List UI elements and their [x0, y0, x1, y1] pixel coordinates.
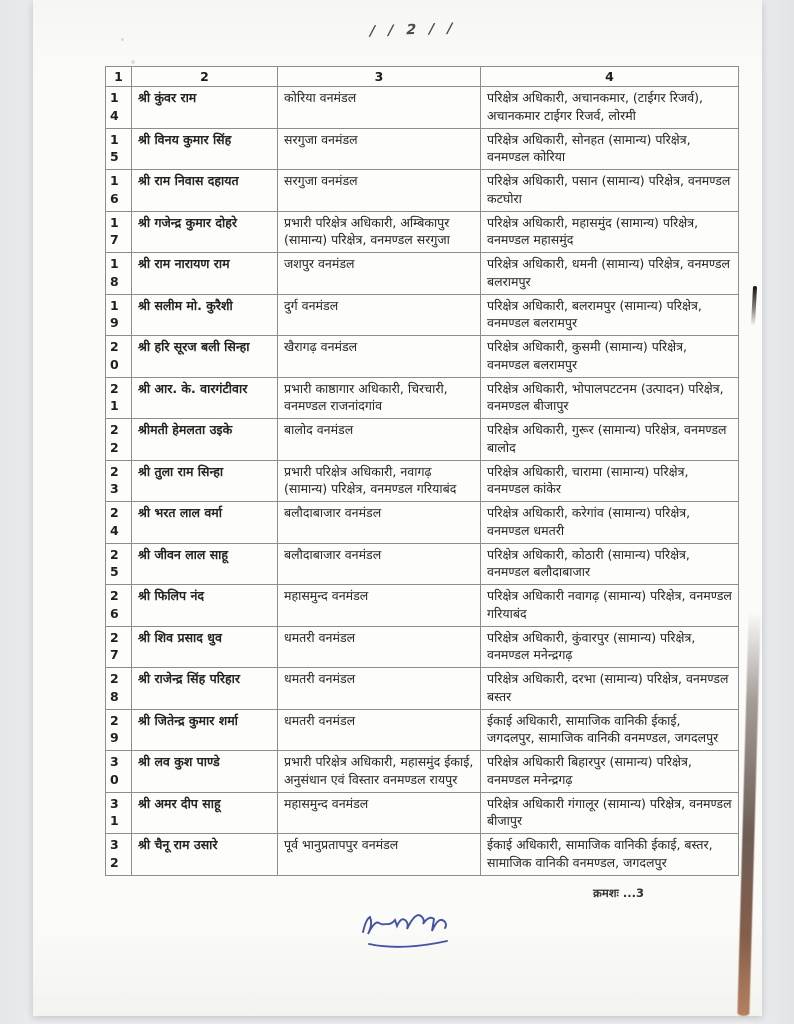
row-current-posting: दुर्ग वनमंडल — [278, 294, 481, 336]
row-new-posting: परिक्षेत्र अधिकारी, भोपालपटटनम (उत्पादन) परिक्षेत्र, वनमण्डल बीजापुर — [481, 377, 739, 419]
header-col-4: 4 — [481, 67, 739, 87]
row-officer-name: श्री भरत लाल वर्मा — [132, 502, 278, 544]
table-row — [106, 87, 739, 129]
table-header-row — [106, 67, 739, 87]
row-new-posting: परिक्षेत्र अधिकारी, कुंवारपुर (सामान्य) परिक्षेत्र, वनमण्डल मनेन्द्रगढ़ — [481, 626, 739, 668]
row-new-posting: परिक्षेत्र अधिकारी, धमनी (सामान्य) परिक्षेत्र, वनमण्डल बलरामपुर — [481, 253, 739, 295]
row-current-posting: प्रभारी परिक्षेत्र अधिकारी, नवागढ़ (सामान्य) परिक्षेत्र, वनमण्डल गरियाबंद — [278, 460, 481, 502]
row-current-posting: सरगुजा वनमंडल — [278, 128, 481, 170]
row-current-posting: बलौदाबाजार वनमंडल — [278, 502, 481, 544]
row-new-posting: परिक्षेत्र अधिकारी, बलरामपुर (सामान्य) परिक्षेत्र, वनमण्डल बलरामपुर — [481, 294, 739, 336]
row-current-posting: महासमुन्द वनमंडल — [278, 585, 481, 627]
row-officer-name: श्री राम नारायण राम — [132, 253, 278, 295]
row-current-posting: पूर्व भानुप्रतापपुर वनमंडल — [278, 834, 481, 876]
row-officer-name: श्री आर. के. वारगंटीवार — [132, 377, 278, 419]
row-officer-name: श्री फिलिप नंद — [132, 585, 278, 627]
row-current-posting: बलौदाबाजार वनमंडल — [278, 543, 481, 585]
header-col-1: 1 — [106, 67, 132, 87]
table-row — [106, 543, 739, 585]
row-serial-number: 21 — [106, 377, 132, 419]
table-row — [106, 502, 739, 544]
row-officer-name: श्री शिव प्रसाद धुव — [132, 626, 278, 668]
row-new-posting: परिक्षेत्र अधिकारी, गुरूर (सामान्य) परिक्षेत्र, वनमण्डल बालोद — [481, 419, 739, 461]
row-officer-name: श्री विनय कुमार सिंह — [132, 128, 278, 170]
row-new-posting: परिक्षेत्र अधिकारी, कुसमी (सामान्य) परिक्षेत्र, वनमण्डल बलरामपुर — [481, 336, 739, 378]
row-officer-name: श्रीमती हेमलता उइके — [132, 419, 278, 461]
table-row — [106, 585, 739, 627]
header-col-3: 3 — [278, 67, 481, 87]
row-officer-name: श्री अमर दीप साहू — [132, 792, 278, 834]
table-row — [106, 377, 739, 419]
table-row — [106, 834, 739, 876]
row-officer-name: श्री राम निवास दहायत — [132, 170, 278, 212]
row-current-posting: धमतरी वनमंडल — [278, 626, 481, 668]
row-current-posting: कोरिया वनमंडल — [278, 87, 481, 129]
paper-speck — [121, 38, 124, 41]
row-current-posting: धमतरी वनमंडल — [278, 709, 481, 751]
table-row — [106, 128, 739, 170]
row-current-posting: जशपुर वनमंडल — [278, 253, 481, 295]
row-officer-name: श्री राजेन्द्र सिंह परिहार — [132, 668, 278, 710]
row-serial-number: 19 — [106, 294, 132, 336]
header-col-2: 2 — [132, 67, 278, 87]
row-serial-number: 27 — [106, 626, 132, 668]
row-new-posting: परिक्षेत्र अधिकारी, पसान (सामान्य) परिक्षेत्र, वनमण्डल कटघोरा — [481, 170, 739, 212]
table-row — [106, 170, 739, 212]
row-current-posting: बालोद वनमंडल — [278, 419, 481, 461]
continuation-note: क्रमशः ...3 — [593, 886, 644, 900]
row-serial-number: 20 — [106, 336, 132, 378]
row-new-posting: परिक्षेत्र अधिकारी गंगालूर (सामान्य) परिक्षेत्र, वनमण्डल बीजापुर — [481, 792, 739, 834]
row-new-posting: परिक्षेत्र अधिकारी, कोठारी (सामान्य) परिक्षेत्र, वनमण्डल बलौदाबाजार — [481, 543, 739, 585]
row-current-posting: प्रभारी काष्ठागार अधिकारी, चिरचारी, वनमण्डल राजनांदगांव — [278, 377, 481, 419]
row-serial-number: 32 — [106, 834, 132, 876]
table-row — [106, 626, 739, 668]
row-serial-number: 31 — [106, 792, 132, 834]
handwritten-page-number: / / 2 / / — [368, 20, 458, 40]
row-serial-number: 16 — [106, 170, 132, 212]
table-row — [106, 460, 739, 502]
table-row — [106, 751, 739, 793]
row-serial-number: 26 — [106, 585, 132, 627]
row-new-posting: परिक्षेत्र अधिकारी, करेगांव (सामान्य) परिक्षेत्र, वनमण्डल धमतरी — [481, 502, 739, 544]
row-serial-number: 30 — [106, 751, 132, 793]
row-serial-number: 22 — [106, 419, 132, 461]
table-row — [106, 336, 739, 378]
row-officer-name: श्री हरि सूरज बली सिन्हा — [132, 336, 278, 378]
row-serial-number: 29 — [106, 709, 132, 751]
row-serial-number: 28 — [106, 668, 132, 710]
row-officer-name: श्री सलीम मो. कुरैशी — [132, 294, 278, 336]
row-new-posting: परिक्षेत्र अधिकारी, अचानकमार, (टाईगर रिजर्व), अचानकमार टाईगर रिजर्व, लोरमी — [481, 87, 739, 129]
row-new-posting: परिक्षेत्र अधिकारी नवागढ़ (सामान्य) परिक्षेत्र, वनमण्डल गरियाबंद — [481, 585, 739, 627]
table-row — [106, 253, 739, 295]
table-body — [106, 87, 739, 876]
row-current-posting: प्रभारी परिक्षेत्र अधिकारी, अम्बिकापुर (सामान्य) परिक्षेत्र, वनमण्डल सरगुजा — [278, 211, 481, 253]
row-serial-number: 23 — [106, 460, 132, 502]
row-new-posting: परिक्षेत्र अधिकारी, चारामा (सामान्य) परिक्षेत्र, वनमण्डल कांकेर — [481, 460, 739, 502]
table-row — [106, 419, 739, 461]
document-sheet — [33, 0, 762, 1016]
row-current-posting: सरगुजा वनमंडल — [278, 170, 481, 212]
transfer-posting-table — [105, 66, 739, 876]
row-serial-number: 25 — [106, 543, 132, 585]
table-row — [106, 294, 739, 336]
row-new-posting: परिक्षेत्र अधिकारी, महासमुंद (सामान्य) परिक्षेत्र, वनमण्डल महासमुंद — [481, 211, 739, 253]
row-officer-name: श्री चैनू राम उसारे — [132, 834, 278, 876]
row-serial-number: 24 — [106, 502, 132, 544]
table-row — [106, 211, 739, 253]
row-officer-name: श्री कुंवर राम — [132, 87, 278, 129]
paper-speck — [131, 60, 135, 64]
row-current-posting: खैरागढ़ वनमंडल — [278, 336, 481, 378]
row-serial-number: 15 — [106, 128, 132, 170]
row-officer-name: श्री गजेन्द्र कुमार दोहरे — [132, 211, 278, 253]
row-current-posting: महासमुन्द वनमंडल — [278, 792, 481, 834]
handwritten-signature — [355, 904, 483, 956]
table-row — [106, 668, 739, 710]
row-officer-name: श्री लव कुश पाण्डे — [132, 751, 278, 793]
row-serial-number: 18 — [106, 253, 132, 295]
row-new-posting: ईकाई अधिकारी, सामाजिक वानिकी ईकाई, बस्तर, सामाजिक वानिकी वनमण्डल, जगदलपुर — [481, 834, 739, 876]
row-officer-name: श्री तुला राम सिन्हा — [132, 460, 278, 502]
row-new-posting: परिक्षेत्र अधिकारी बिहारपुर (सामान्य) परिक्षेत्र, वनमण्डल मनेन्द्रगढ़ — [481, 751, 739, 793]
row-serial-number: 14 — [106, 87, 132, 129]
table-row — [106, 709, 739, 751]
row-serial-number: 17 — [106, 211, 132, 253]
row-new-posting: परिक्षेत्र अधिकारी, सोनहत (सामान्य) परिक्षेत्र, वनमण्डल कोरिया — [481, 128, 739, 170]
row-officer-name: श्री जितेन्द्र कुमार शर्मा — [132, 709, 278, 751]
row-new-posting: ईकाई अधिकारी, सामाजिक वानिकी ईकाई, जगदलपुर, सामाजिक वानिकी वनमण्डल, जगदलपुर — [481, 709, 739, 751]
row-officer-name: श्री जीवन लाल साहू — [132, 543, 278, 585]
row-current-posting: धमतरी वनमंडल — [278, 668, 481, 710]
row-current-posting: प्रभारी परिक्षेत्र अधिकारी, महासमुंद ईकाई, अनुसंधान एवं विस्तार वनमण्डल रायपुर — [278, 751, 481, 793]
row-new-posting: परिक्षेत्र अधिकारी, दरभा (सामान्य) परिक्षेत्र, वनमण्डल बस्तर — [481, 668, 739, 710]
table-row — [106, 792, 739, 834]
